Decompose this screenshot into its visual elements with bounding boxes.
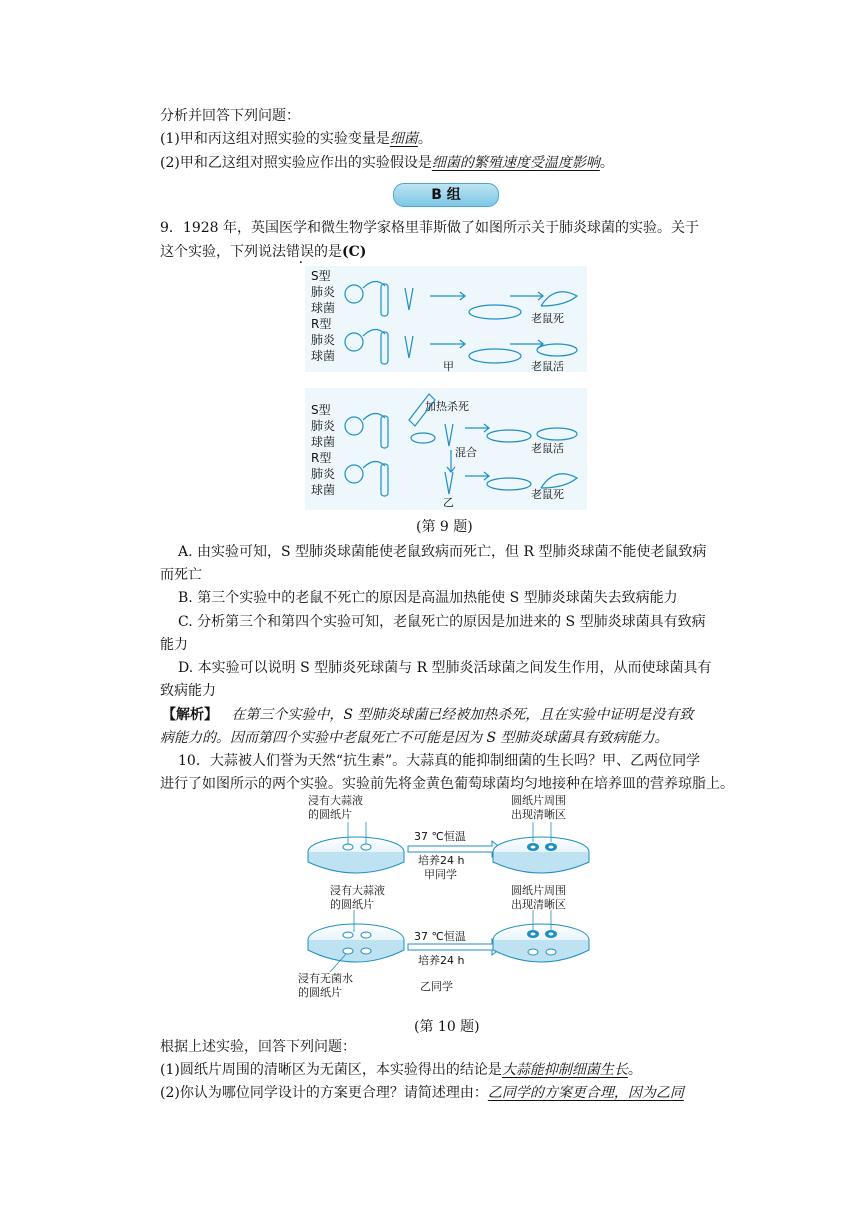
- label-yi: 乙: [443, 496, 454, 509]
- label-r-2: 肺炎: [311, 333, 336, 347]
- q9-analysis: 【解析】 在第三个实验中，S 型肺炎球菌已经被加热杀死，且在实验中证明是没有致: [162, 707, 694, 723]
- label-student-yi: 乙同学: [420, 980, 453, 993]
- analysis-label: 【解析】: [162, 707, 218, 723]
- emphasis-dotted-word: 错误: [286, 244, 314, 260]
- label-s-3: 球菌: [311, 301, 336, 315]
- label-jia: 甲: [443, 360, 454, 373]
- label-mix: 混合: [455, 446, 477, 459]
- label-s2-2: 肺炎: [311, 419, 336, 433]
- label-clear-zone-1: 圆纸片周围: [511, 794, 566, 807]
- label-s2-1: S型: [311, 403, 331, 417]
- label-sterile-disc-2: 的圆纸片: [298, 986, 342, 999]
- q9-option-a: A. 由实验可知，S 型肺炎球菌能使老鼠致病而死亡，但 R 型肺炎球菌不能使老鼠致病: [178, 544, 707, 560]
- label-clear-zone2-2: 出现清晰区: [511, 898, 566, 911]
- q9-option-c-cont: 能力: [160, 637, 188, 653]
- label-r2-1: R型: [311, 451, 332, 465]
- dish-jia-before: [308, 822, 404, 873]
- label-r-1: R型: [311, 317, 332, 331]
- q9-option-a-cont: 而死亡: [160, 567, 202, 583]
- q9-figure: [305, 266, 587, 510]
- q9-option-c: C. 分析第三个和第四个实验可知，老鼠死亡的原因是加进来的 S 型肺炎球菌具有致病: [178, 614, 706, 630]
- q9-option-b: B. 第三个实验中的老鼠不死亡的原因是高温加热能使 S 型肺炎球菌失去致病能力: [178, 590, 678, 606]
- label-condition-1: 37 ℃恒温: [414, 830, 466, 843]
- label-garlic-disc-1: 浸有大蒜液: [308, 794, 363, 807]
- label-garlic-disc2-1: 浸有大蒜液: [330, 884, 385, 897]
- q9-answer: (C): [342, 244, 367, 260]
- label-heat-kill: 加热杀死: [425, 400, 469, 413]
- q9-caption: (第 9 题): [416, 519, 473, 535]
- q10-part1: (1)圆纸片周围的清晰区为无菌区，本实验得出的结论是大蒜能抑制细菌生长。: [160, 1062, 642, 1078]
- q10-intro: 根据上述实验，回答下列问题：: [160, 1039, 356, 1055]
- label-clear-zone2-1: 圆纸片周围: [511, 884, 566, 897]
- label-s-1: S型: [311, 269, 331, 283]
- label-student-jia: 甲同学: [424, 868, 457, 881]
- result-dead-2: 老鼠死: [531, 488, 564, 501]
- dish-jia-after: [493, 822, 589, 873]
- q10-answer1: 大蒜能抑制细菌生长: [501, 1062, 628, 1078]
- q10-figure: [296, 792, 596, 1014]
- result-alive-2: 老鼠活: [531, 442, 564, 455]
- label-sterile-disc-1: 浸有无菌水: [298, 972, 353, 985]
- label-garlic-disc-2: 的圆纸片: [308, 808, 352, 821]
- label-condition2-2: 培养24 h: [418, 954, 465, 967]
- section-badge: B 组: [393, 183, 499, 207]
- label-condition-2: 培养24 h: [418, 854, 465, 867]
- label-clear-zone-2: 出现清晰区: [511, 808, 566, 821]
- q8-intro: 分析并回答下列问题：: [160, 108, 300, 124]
- label-r2-2: 肺炎: [311, 467, 336, 481]
- q10-answer2: 乙同学的方案更合理，因为乙同: [487, 1085, 684, 1101]
- q10-caption: (第 10 题): [414, 1019, 480, 1035]
- q10-part2: (2)你认为哪位同学设计的方案更合理？请简述理由：乙同学的方案更合理，因为乙同: [160, 1085, 684, 1101]
- q9-analysis-cont: 病能力的。因而第四个实验中老鼠死亡不可能是因为 S 型肺炎球菌具有致病能力。: [160, 730, 669, 746]
- q10-stem-line2: 进行了如图所示的两个实验。实验前先将金黄色葡萄球菌均匀地接种在培养皿的营养琼脂上。: [160, 776, 734, 792]
- q8-part2: (2)甲和乙这组对照实验应作出的实验假设是细菌的繁殖速度受温度影响。: [160, 155, 614, 171]
- dish-yi-before: [308, 910, 404, 972]
- q8-part1: (1)甲和丙这组对照实验的实验变量是细菌。: [160, 131, 432, 147]
- result-alive-1: 老鼠活: [531, 360, 564, 373]
- q8-answer2: 细菌的繁殖速度受温度影响: [431, 155, 600, 171]
- q9-stem-line2: 这个实验，下列说法错误的是(C): [160, 244, 367, 260]
- dish-yi-after: [493, 910, 589, 962]
- q9-option-d-cont: 致病能力: [160, 683, 216, 699]
- label-r2-3: 球菌: [311, 483, 336, 497]
- q8-answer1: 细菌: [389, 131, 418, 147]
- result-dead-1: 老鼠死: [531, 312, 564, 325]
- label-garlic-disc2-2: 的圆纸片: [330, 898, 374, 911]
- q9-option-d: D. 本实验可以说明 S 型肺炎死球菌与 R 型肺炎活球菌之间发生作用，从而使球菌具有: [178, 660, 712, 676]
- label-r-3: 球菌: [311, 349, 336, 363]
- label-s2-3: 球菌: [311, 435, 336, 449]
- label-condition2-1: 37 ℃恒温: [414, 930, 466, 943]
- q9-stem-line1: 9．1928 年，英国医学和微生物学家格里菲斯做了如图所示关于肺炎球菌的实验。关于: [160, 220, 699, 236]
- label-s-2: 肺炎: [311, 285, 336, 299]
- q10-stem-line1: 10．大蒜被人们誉为天然“抗生素”。大蒜真的能抑制细菌的生长吗？甲、乙两位同学: [178, 753, 701, 769]
